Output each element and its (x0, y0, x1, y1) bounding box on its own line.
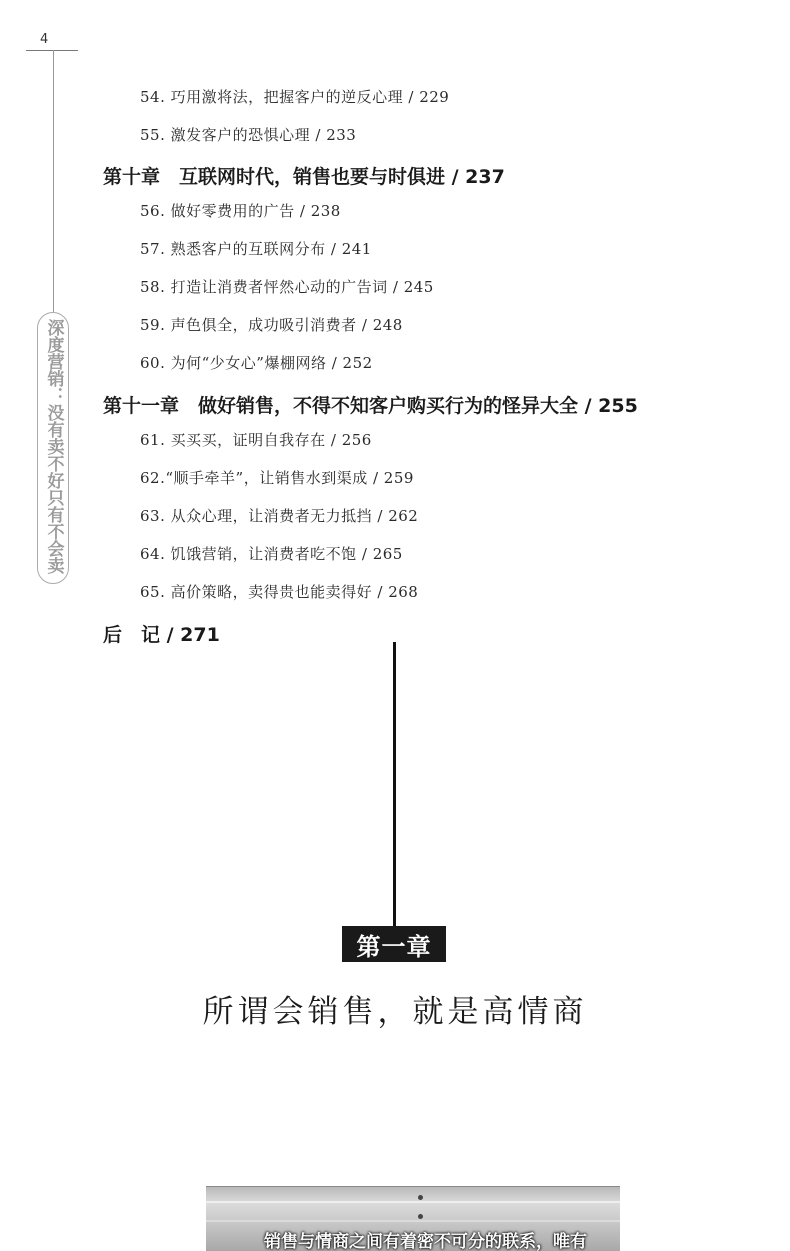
toc-entry[interactable]: 65. 高价策略，卖得贵也能卖得好 / 268 (140, 583, 419, 601)
toc-entry[interactable]: 64. 饥饿营销，让消费者吃不饱 / 265 (140, 545, 403, 563)
toc-entry[interactable]: 55. 激发客户的恐惧心理 / 233 (140, 126, 357, 144)
toc-entry[interactable]: 59. 声色俱全，成功吸引消费者 / 248 (140, 316, 403, 334)
chapter-divider-line (393, 642, 396, 926)
page-number: 4 (40, 32, 49, 47)
screw-icon (418, 1195, 423, 1200)
toc-entry[interactable]: 58. 打造让消费者怦然心动的广告词 / 245 (140, 278, 434, 296)
book-title-vertical: 深度营销：没有卖不好只有不会卖 (43, 319, 64, 574)
screw-icon (418, 1214, 423, 1219)
toc-entry[interactable]: 54. 巧用激将法，把握客户的逆反心理 / 229 (140, 88, 450, 106)
plate-text: 销售与情商之间有着密不可分的联系，唯有 (264, 1232, 587, 1251)
toc-entry[interactable]: 60. 为何“少女心”爆棚网络 / 252 (140, 354, 373, 372)
metal-plate-banner (206, 1186, 620, 1251)
toc-entry[interactable]: 63. 从众心理，让消费者无力抵挡 / 262 (140, 507, 419, 525)
toc-entry[interactable]: 62.“顺手牵羊”，让销售水到渠成 / 259 (140, 469, 414, 487)
toc-chapter-heading[interactable]: 第十章 互联网时代，销售也要与时俱进 / 237 (103, 166, 505, 188)
chapter-title: 所谓会销售，就是高情商 (202, 994, 588, 1030)
toc-entry[interactable]: 61. 买买买，证明自我存在 / 256 (140, 431, 372, 449)
toc-entry[interactable]: 56. 做好零费用的广告 / 238 (140, 202, 341, 220)
side-rule (53, 50, 54, 312)
toc-chapter-heading[interactable]: 第十一章 做好销售，不得不知客户购买行为的怪异大全 / 255 (103, 395, 638, 417)
toc-entry[interactable]: 57. 熟悉客户的互联网分布 / 241 (140, 240, 372, 258)
header-rule (26, 50, 78, 51)
book-title-tab (37, 312, 69, 584)
chapter-label: 第一章 (342, 926, 446, 962)
toc-afterword[interactable]: 后 记 / 271 (103, 624, 220, 646)
